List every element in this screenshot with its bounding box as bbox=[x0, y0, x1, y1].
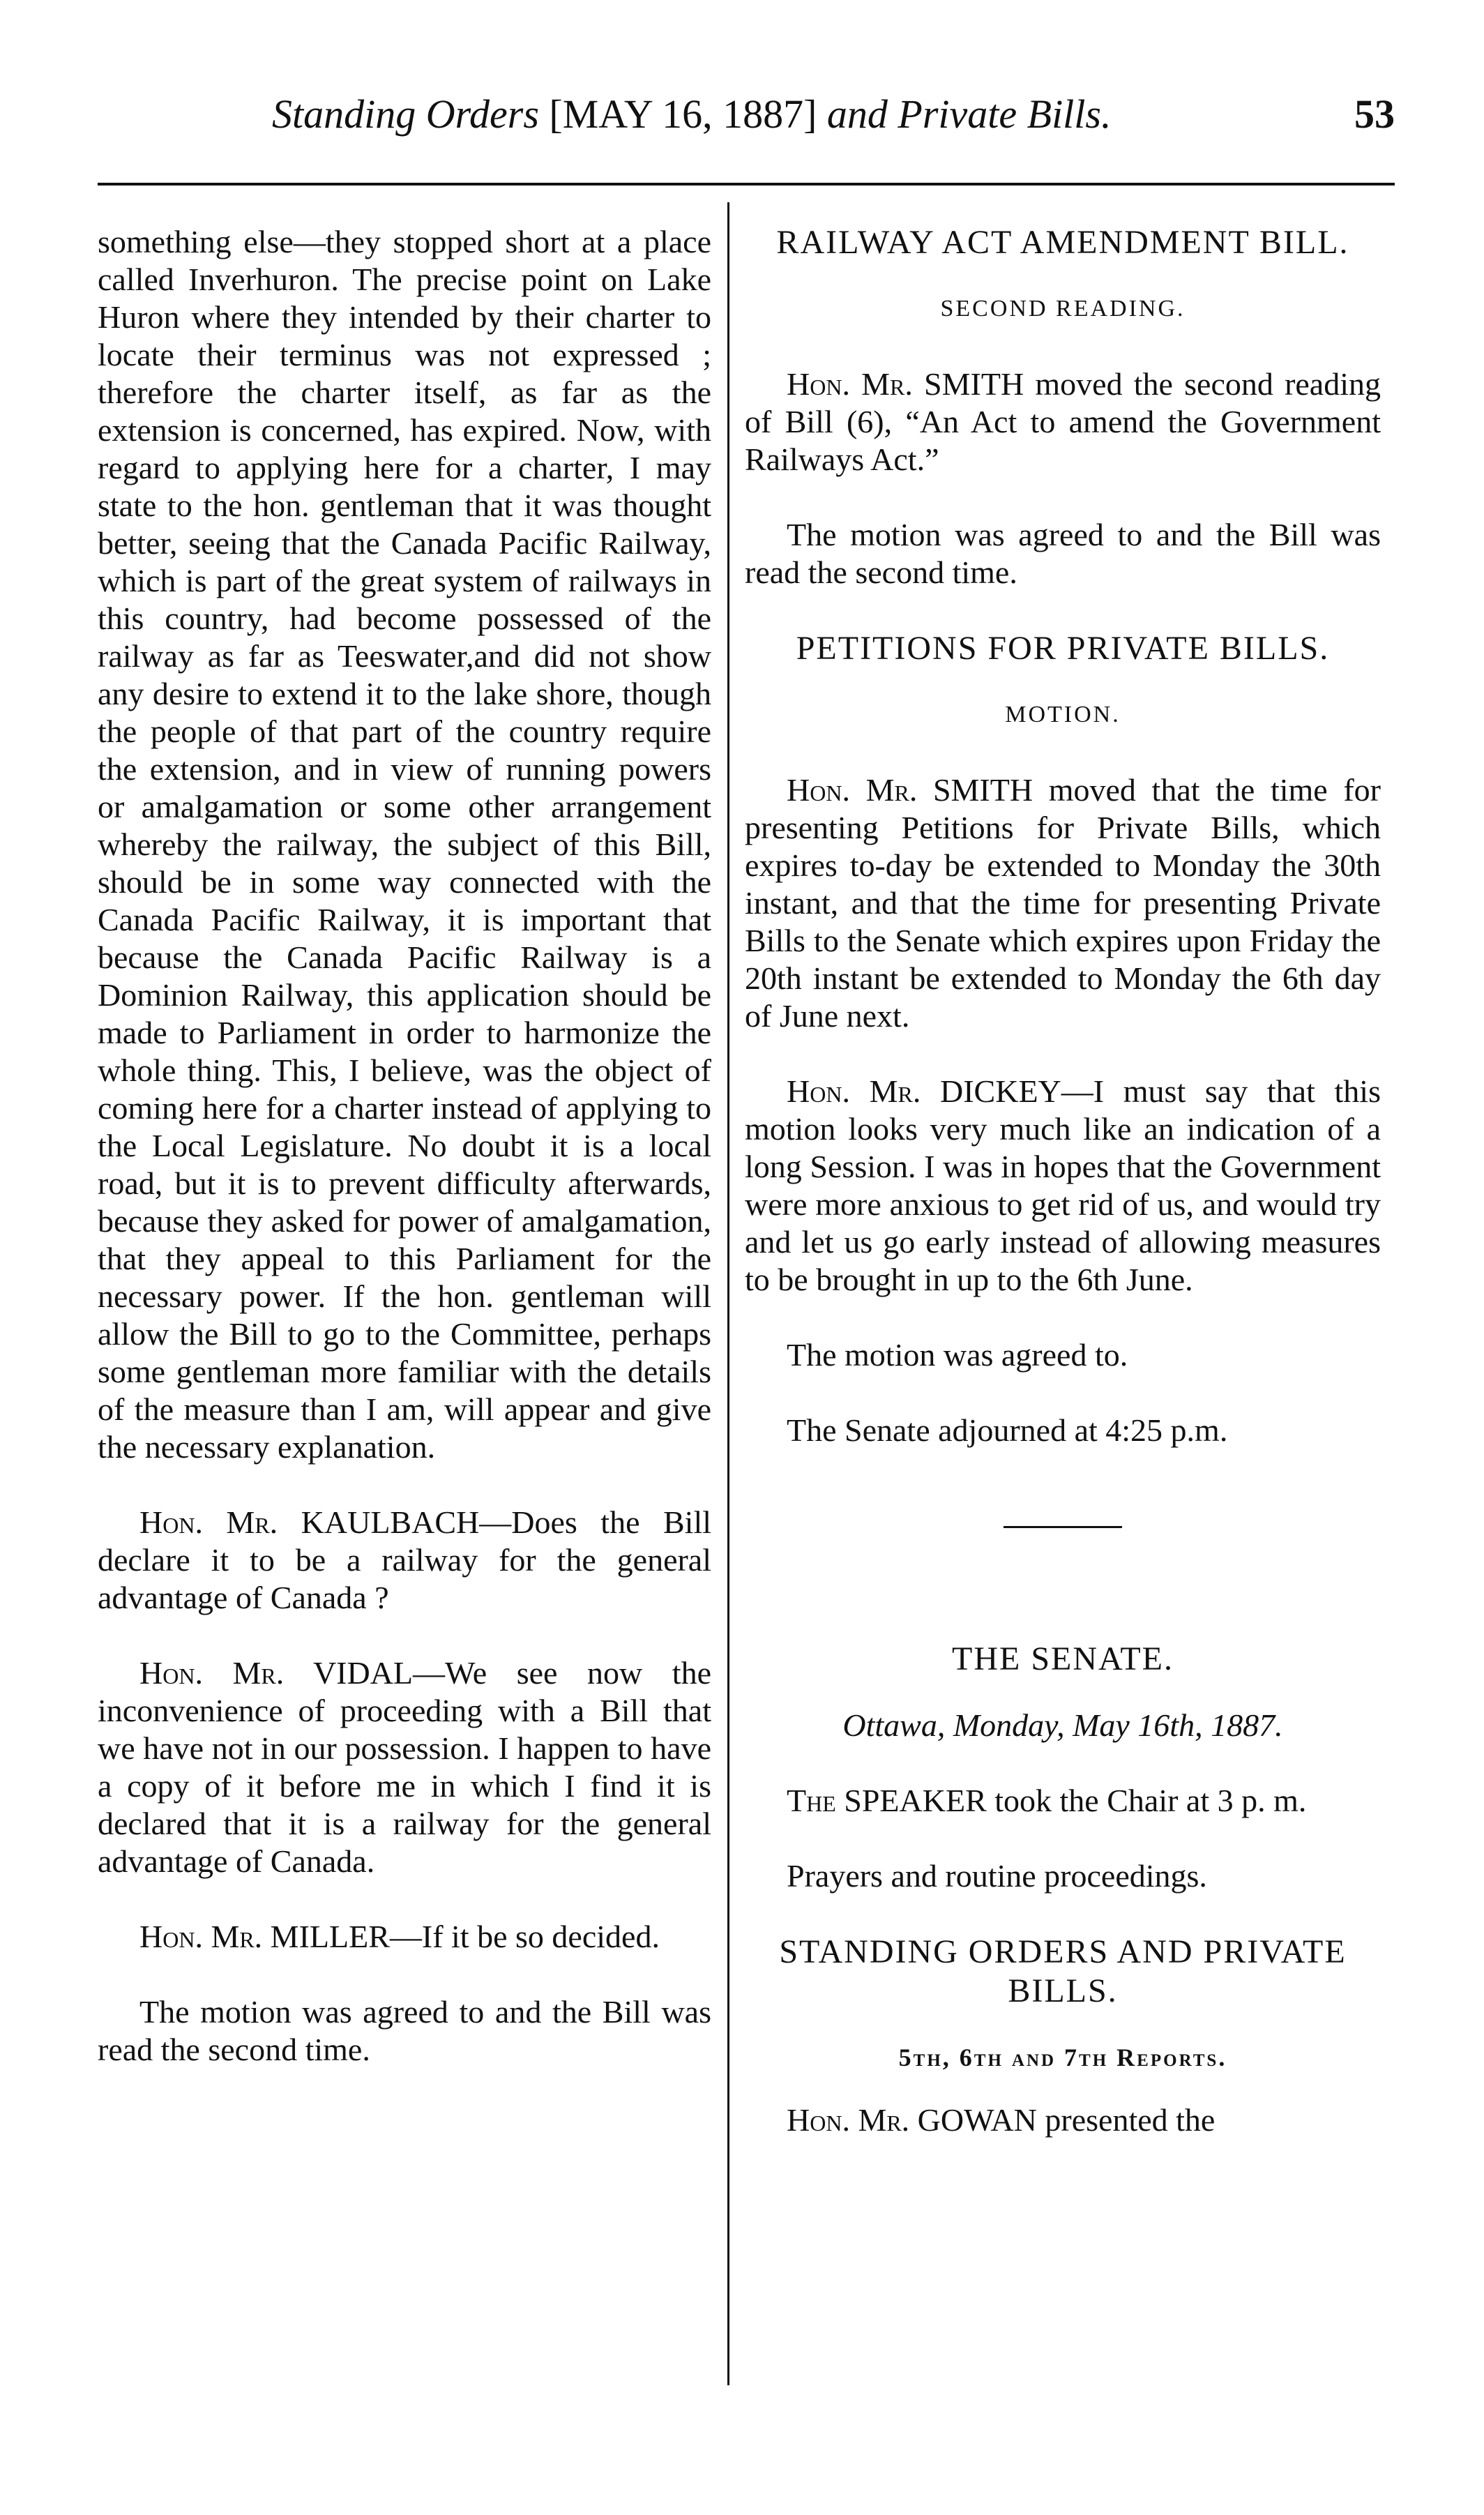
section-heading-standing-orders: STANDING ORDERS AND PRIVATE BILLS. bbox=[779, 1933, 1347, 2009]
subheading-second-reading: SECOND READING. bbox=[940, 296, 1186, 322]
speech-text: —Does the Bill declare it to be a railway for the general advantage of Canada ? bbox=[98, 1504, 711, 1615]
section-separator-rule bbox=[1004, 1526, 1122, 1528]
running-header bbox=[98, 91, 1395, 153]
speaker-name: Hon. Mr. SMITH bbox=[787, 772, 1034, 808]
speaker-name: Hon. Mr. SMITH bbox=[787, 366, 1024, 402]
header-rule bbox=[98, 183, 1395, 186]
speech-text: moved the second reading of Bill (6), “An Act to amend the Government Railways Act.” bbox=[745, 366, 1381, 477]
continuation-paragraph: something else—they stopped short at a place called Inverhuron. The precise point on Lake Huron where they intended by their charter to locate their terminus was not expressed ; therefore the charter itself, as far as the extension is concerned, has expired. Now, with regard to applying here for a charter, I may state to the hon. gentleman that it was thought better, seeing that the Canada Pacific Railway, which is part of the great system of railways in this country, had become possessed of the railway as far as Teeswater,and did not show any desire to extend it to the lake shore, though the people of that part of the country require the extension, and in view of running powers or amalgamation or some other arrangement whereby the railway, the subject of this Bill, should be in some way connected with the Canada Pacific Railway, it is important that because the Canada Pacific Railway is a Dominion Railway, this application should be made to Parliament in order to harmonize the whole thing. This, I believe, was the object of coming here for a charter instead of applying to the Local Legislature. No doubt it is a local road, but it is to prevent difficulty afterwards, because they asked for power of amalgamation, that they appeal to this Parliament for the necessary power. If the hon. gentleman will allow the Bill to go to the Committee, perhaps some gentleman more familiar with the details of the measure than I am, will appear and give the necessary explanation. bbox=[98, 224, 711, 1465]
speaker-name: Hon. Mr. DICKEY bbox=[787, 1073, 1061, 1109]
lead-word: The bbox=[787, 1783, 836, 1818]
dateline: Ottawa, Monday, May 16th, 1887. bbox=[842, 1707, 1283, 1743]
page-number: 53 bbox=[1354, 91, 1395, 137]
speech-text: —If it be so decided. bbox=[389, 1919, 660, 1954]
subheading-motion: MOTION. bbox=[1005, 702, 1121, 727]
result-paragraph-2: The motion was agreed to. bbox=[787, 1337, 1128, 1373]
speaker-name: Hon. Mr. VIDAL bbox=[139, 1655, 414, 1691]
smith-paragraph-1 bbox=[745, 365, 1381, 478]
smith-paragraph-2 bbox=[745, 771, 1381, 1035]
left-column bbox=[98, 223, 711, 2106]
result-paragraph-1: The motion was agreed to and the Bill was read the second time. bbox=[745, 517, 1381, 590]
dickey-paragraph bbox=[745, 1073, 1381, 1299]
header-left-part: Standing Orders bbox=[272, 91, 539, 137]
speech-text: moved that the time for presenting Petitions for Private Bills, which expires to-day be extended to Monday the 30th instant, and that the time for presenting Private Bills to the Senate which expires upon Friday the 20th instant be extended to Monday the 6th day of June next. bbox=[745, 772, 1381, 1034]
header-right-part: and Private Bills. bbox=[826, 91, 1112, 137]
speaker-name: Hon. Mr. MILLER bbox=[139, 1919, 390, 1954]
chair-text: SPEAKER took the Chair at 3 p. m. bbox=[835, 1783, 1307, 1818]
subheading-reports: 5th, 6th and 7th Reports. bbox=[898, 2044, 1227, 2071]
adjourn-paragraph: The Senate adjourned at 4:25 p.m. bbox=[787, 1412, 1228, 1448]
vidal-paragraph bbox=[98, 1654, 711, 1880]
speaker-name: Hon. Mr. KAULBACH bbox=[139, 1504, 480, 1540]
speech-text: —I must say that this motion looks very much like an indication of a long Session. I was in hopes that the Government were more anxious to get rid of us, and would try and let us go early instead of allowing measures to be brought in up to the 6th June. bbox=[745, 1073, 1381, 1297]
section-heading-railway-act: RAILWAY ACT AMENDMENT BILL. bbox=[776, 224, 1349, 261]
senate-heading: THE SENATE. bbox=[952, 1640, 1174, 1677]
speech-text: presented the bbox=[1036, 2102, 1216, 2138]
column-divider bbox=[727, 202, 729, 2385]
right-column bbox=[745, 223, 1381, 2177]
kaulbach-paragraph bbox=[98, 1504, 711, 1617]
section-heading-petitions: PETITIONS FOR PRIVATE BILLS. bbox=[796, 630, 1330, 667]
miller-paragraph bbox=[98, 1918, 711, 1956]
motion-result-paragraph: The motion was agreed to and the Bill was read the second time. bbox=[98, 1994, 711, 2067]
speech-text: —We see now the inconvenience of proceeding with a Bill that we have not in our possession. I happen to have a copy of it before me in which I find it is declared that it is a railway for the general advantage of Canada. bbox=[98, 1655, 711, 1879]
speaker-chair-paragraph bbox=[745, 1782, 1381, 1820]
prayers-paragraph: Prayers and routine proceedings. bbox=[787, 1858, 1207, 1894]
header-date: [MAY 16, 1887] bbox=[549, 91, 817, 137]
header-title bbox=[272, 91, 1111, 137]
gowan-paragraph bbox=[745, 2101, 1381, 2139]
speaker-name: Hon. Mr. GOWAN bbox=[787, 2102, 1037, 2138]
